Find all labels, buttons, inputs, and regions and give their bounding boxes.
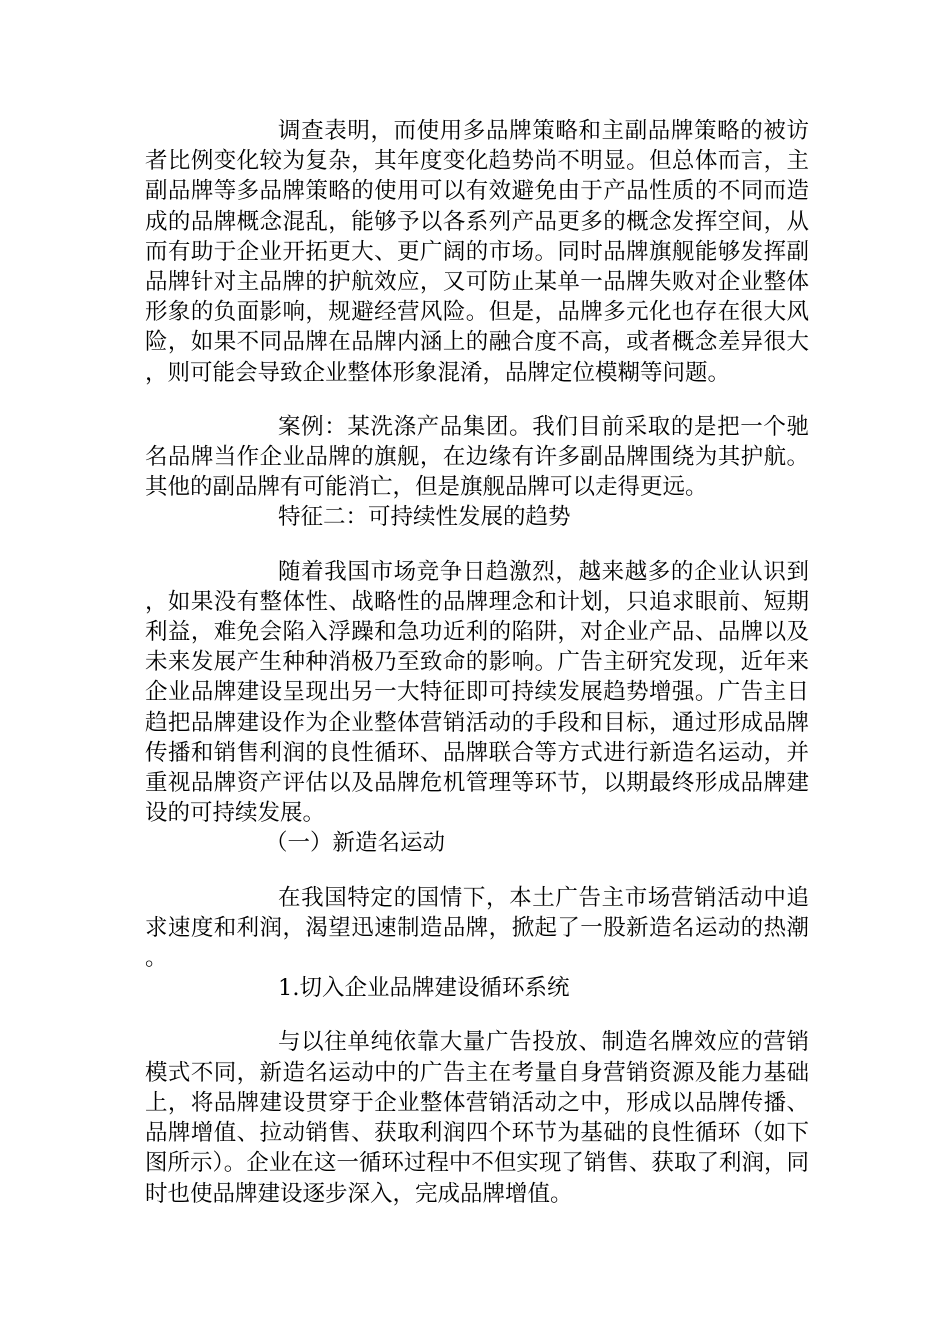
paragraph-national-context: 在我国特定的国情下，本土广告主市场营销活动中追求速度和利润，渴望迅速制造品牌，掀起了一股新造名运动的热潮。 [145,884,809,972]
heading-feature-two: 特征二：可持续性发展的趋势 [278,504,571,531]
document-page [145,116,809,1209]
paragraph-sustainable-development: 随着我国市场竞争日趋激烈，越来越多的企业认识到，如果没有整体性、战略性的品牌理念和计划，只追求眼前、短期利益，难免会陷入浮躁和急功近利的陷阱，对企业产品、品牌以及未来发展产生种种消极乃至致命的影响。广告主研究发现，近年来企业品牌建设呈现出另一大特征即可持续发展趋势增强。广告主日趋把品牌建设作为企业整体营销活动的手段和目标，通过形成品牌传播和销售利润的良性循环、品牌联合等方式进行新造名运动，并重视品牌资产评估以及品牌危机管理等环节，以期最终形成品牌建设的可持续发展。 [145,558,809,827]
paragraph-multi-brand-survey: 调查表明，而使用多品牌策略和主副品牌策略的被访者比例变化较为复杂，其年度变化趋势尚不明显。但总体而言，主副品牌等多品牌策略的使用可以有效避免由于产品性质的不同而造成的品牌概念混乱，能够予以各系列产品更多的概念发挥空间，从而有助于企业开拓更大、更广阔的市场。同时品牌旗舰能够发挥副品牌针对主品牌的护航效应，又可防止某单一品牌失败对企业整体形象的负面影响，规避经营风险。但是，品牌多元化也存在很大风险，如果不同品牌在品牌内涵上的融合度不高，或者概念差异很大，则可能会导致企业整体形象混淆，品牌定位模糊等问题。 [145,118,809,386]
paragraph-brand-cycle: 与以往单纯依靠大量广告投放、制造名牌效应的营销模式不同，新造名运动中的广告主在考量自身营销资源及能力基础上，将品牌建设贯穿于企业整体营销活动之中，形成以品牌传播、品牌增值、拉动销售、获取利润四个环节为基础的良性循环（如下图所示）。企业在这一循环过程中不但实现了销售、获取了利润，同时也使品牌建设逐步深入，完成品牌增值。 [145,1029,809,1207]
paragraph-case-detergent: 案例：某洗涤产品集团。我们目前采取的是把一个驰名品牌当作企业品牌的旗舰，在边缘有许多副品牌围绕为其护航。其他的副品牌有可能消亡，但是旗舰品牌可以走得更远。 [145,413,809,501]
heading-brand-cycle-system: 1.切入企业品牌建设循环系统 [278,975,570,1002]
heading-new-brand-movement: （一）新造名运动 [265,830,446,857]
